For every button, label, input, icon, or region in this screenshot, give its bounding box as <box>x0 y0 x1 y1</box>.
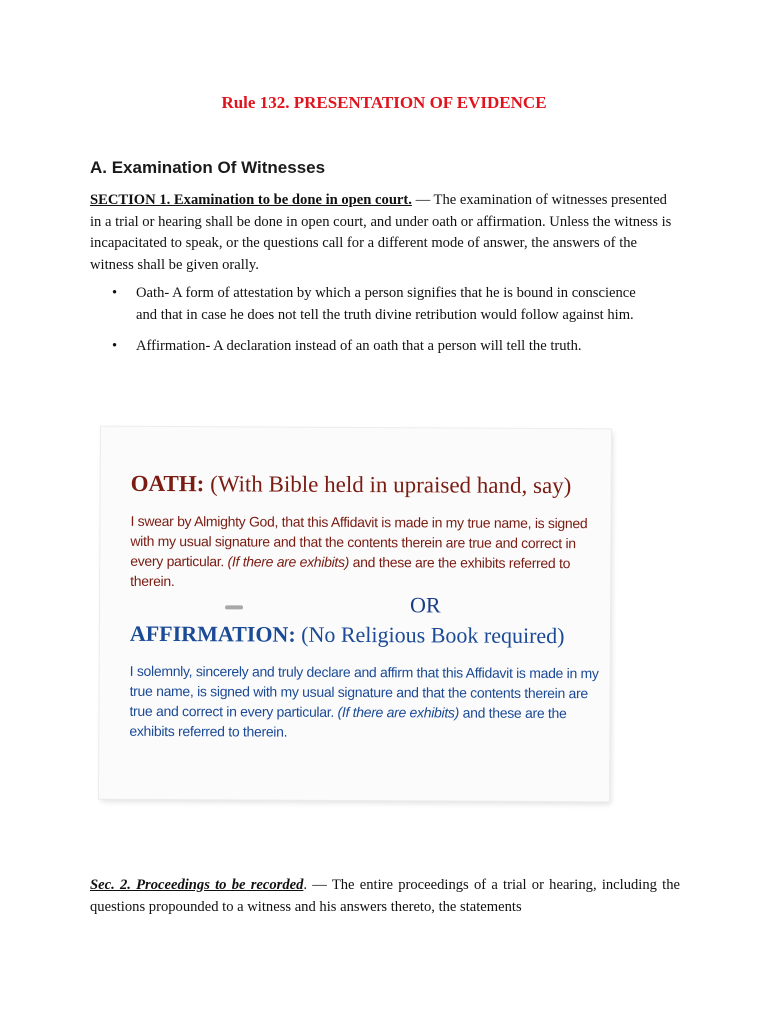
list-item <box>112 336 652 358</box>
bullet-icon: • <box>112 338 118 354</box>
or-label: OR <box>409 592 441 618</box>
oath-exhibits-note: (If there are exhibits) <box>227 553 350 570</box>
oath-text-main: I swear by Almighty God, that this Affidavit is made in my true name, is signed with my usual signature and that the contents therein are true and correct in every particular. <box>130 512 588 570</box>
affirmation-exhibits-note: (If there are exhibits) <box>337 703 460 721</box>
oath-heading <box>131 471 572 499</box>
oath-text <box>130 511 600 593</box>
section-1-text: — The examination of witnesses presented in a trial or hearing shall be done in open court, and under oath or affirmation. Unless the witness is incapacitated to speak, or the questions call for a different mode of answer, the answers of the witness shall be given orally. <box>90 192 672 273</box>
oath-text-tail: and these are the exhibits referred to therein. <box>130 553 571 590</box>
section-2-text: . — The entire proceedings of a trial or hearing, including the questions propounded to a witness and his answers thereto, the statements <box>90 877 681 915</box>
page-title: Rule 132. PRESENTATION OF EVIDENCE <box>221 93 547 112</box>
affirmation-text <box>129 661 599 743</box>
oath-label: OATH: <box>130 470 205 497</box>
section-heading: A. Examination Of Witnesses <box>90 158 326 177</box>
list-item <box>112 283 652 326</box>
affirmation-text-main: I solemnly, sincerely and truly declare and affirm that this Affidavit is made in my true name, is signed with my usual signature and that the contents therein are true and correct in every particular. <box>129 662 599 720</box>
oath-affirmation-card-image <box>99 427 611 802</box>
bullet-icon: • <box>112 285 118 301</box>
smudge-mark <box>225 605 243 609</box>
affirmation-label: AFFIRMATION: <box>129 620 296 647</box>
affirmation-heading <box>130 621 565 649</box>
section-2-label: Sec. 2. Proceedings to be recorded <box>90 877 304 893</box>
affirmation-note: (No Religious Book required) <box>295 621 565 649</box>
oath-note: (With Bible held in upraised hand, say) <box>204 471 572 499</box>
affirmation-definition: Affirmation- A declaration instead of an oath that a person will tell the truth. <box>136 338 582 354</box>
affirmation-text-tail: and these are the exhibits referred to therein. <box>129 704 567 740</box>
definition-list <box>112 283 652 368</box>
oath-definition: Oath- A form of attestation by which a person signifies that he is bound in conscience and that in case he does not tell the truth divine retribution would follow against him. <box>136 285 636 323</box>
section-1-paragraph <box>90 190 680 276</box>
section-2-paragraph <box>90 874 680 918</box>
section-1-label: SECTION 1. Examination to be done in open court. <box>90 192 412 208</box>
